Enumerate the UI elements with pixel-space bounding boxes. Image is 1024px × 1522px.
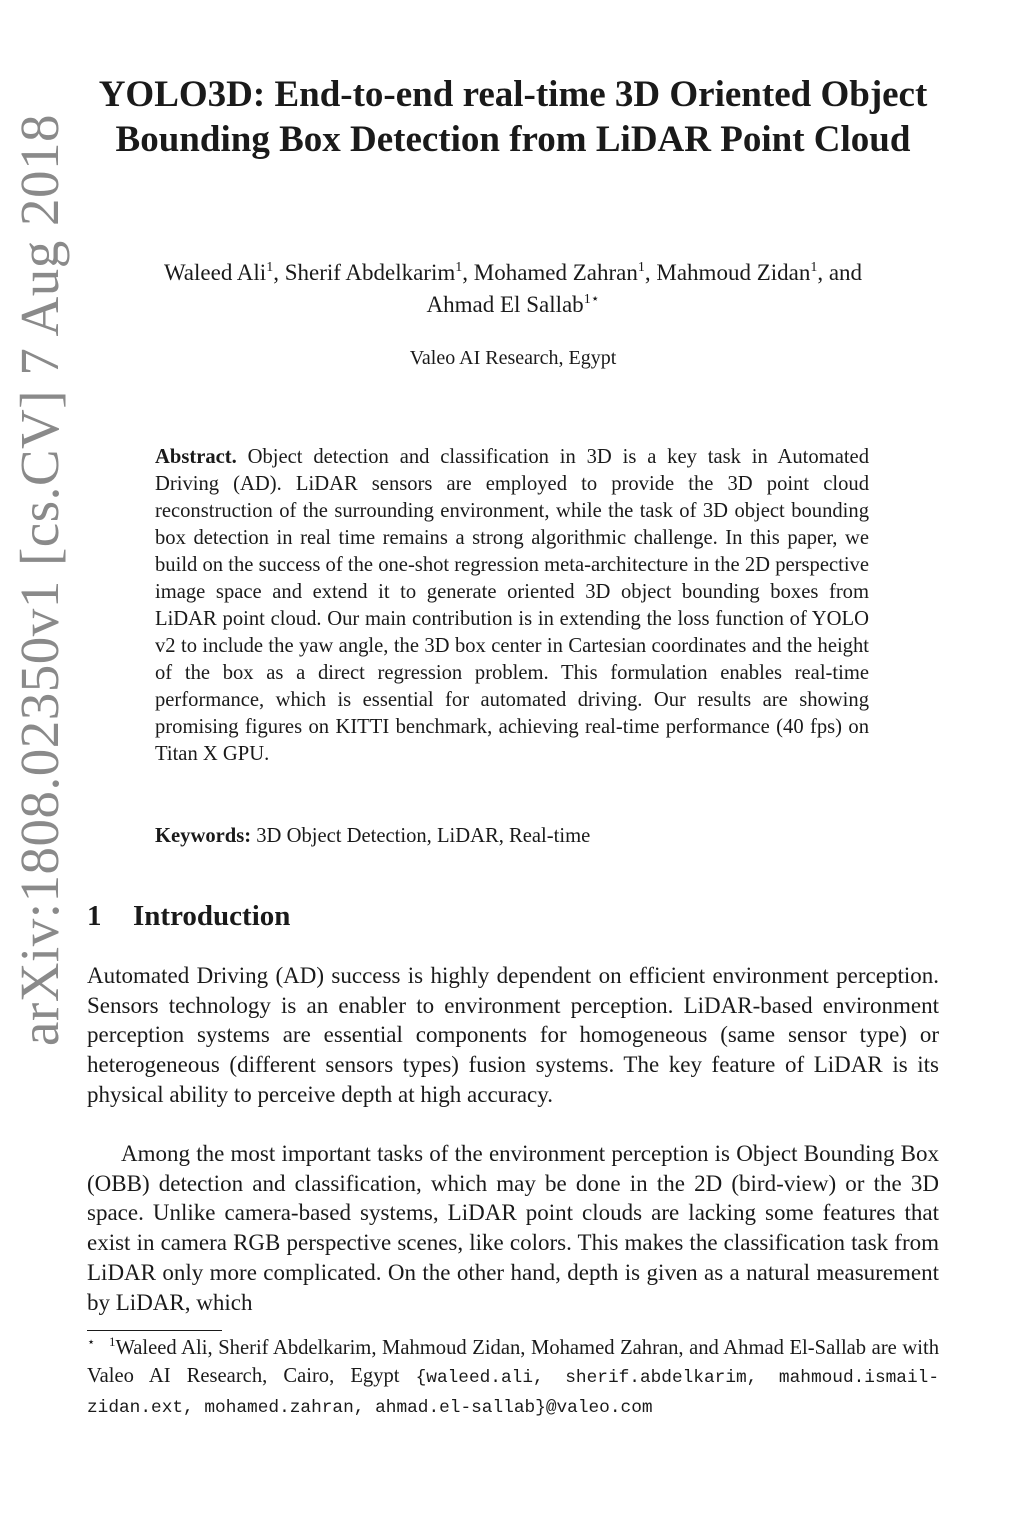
- keywords: [155, 822, 869, 850]
- author: Ahmad El Sallab$^{1⋆}$: [426, 292, 600, 317]
- keywords-text: 3D Object Detection, LiDAR, Real-time: [256, 825, 591, 847]
- abstract-label: Abstract.: [155, 446, 237, 468]
- author: Mahmoud Zidan$^1$, and: [656, 260, 863, 285]
- footnote-emails: {waleed.ali, sherif.abdelkarim, mahmoud.ismail-zidan.ext, mohamed.zahran, ahmad.el-sallab}@valeo.com: [87, 1368, 939, 1418]
- author: Waleed Ali$^1$,: [163, 260, 285, 285]
- body-paragraph: Among the most important tasks of the environment perception is Object Bounding Box (OBB) detection and classification, which may be done in the 2D (bird-view) or the 3D space. Unlike camera-based systems, LiDAR point clouds are lacking some features that exist in camera RGB perspective scenes, like colors. This makes the classification task from LiDAR only more complicated. On the other hand, depth is given as a natural measurement by LiDAR, which: [87, 1141, 939, 1315]
- arxiv-identifier-stamp: arXiv:1808.02350v1 [cs.CV] 7 Aug 2018: [9, 113, 70, 1047]
- body-paragraph: Automated Driving (AD) success is highly dependent on efficient environment perception. Sensors technology is an enabler to environment perception. LiDAR-based environment perception systems are essential components for homogeneous (same sensor type) or heterogeneous (different sensors types) fusion systems. The key feature of LiDAR is its physical ability to perceive depth at high accuracy.: [87, 963, 939, 1107]
- author: Mohamed Zahran$^1$,: [473, 260, 657, 285]
- section-number: 1: [87, 900, 102, 932]
- affiliation: Valeo AI Research, Egypt: [409, 347, 617, 369]
- footnote-divider: [87, 1330, 222, 1331]
- abstract: [155, 444, 869, 768]
- paper-title: YOLO3D: End-to-end real-time 3D Oriented Object Bounding Box Detection from LiDAR Point Cloud: [98, 74, 928, 160]
- section-heading: [87, 896, 290, 936]
- footnote: ⋆ $^1$Waleed Ali, Sherif Abdelkarim, Mahmoud Zidan, Mohamed Zahran, and Ahmad El-Sallab are with Valeo AI Research, Cairo, Egypt {waleed.ali, sherif.abdelkarim, mahmoud.ismail-zidan.ext, mohamed.zahran, ahmad.el-sallab}@valeo.com: [87, 1334, 939, 1418]
- author-list: [90, 257, 936, 321]
- abstract-text: Object detection and classification in 3D is a key task in Automated Driving (AD). LiDAR sensors are employed to provide the 3D point cloud reconstruction of the surrounding environment, while the task of 3D object bounding box detection in real time remains a strong algorithmic challenge. In this paper, we build on the success of the one-shot regression meta-architecture in the 2D perspective image space and extend it to generate oriented 3D object bounding boxes from LiDAR point cloud. Our main contribution is in extending the loss function of YOLO v2 to include the yaw angle, the 3D box center in Cartesian coordinates and the height of the box as a direct regression problem. This formulation enables real-time performance, which is essential for automated driving. Our results are showing promising figures on KITTI benchmark, achieving real-time performance (40 fps) on Titan X GPU.: [155, 446, 869, 765]
- keywords-label: Keywords:: [155, 825, 252, 847]
- footnote-text: Waleed Ali, Sherif Abdelkarim, Mahmoud Zidan, Mohamed Zahran, and Ahmad El-Sallab are with Valeo AI Research, Cairo, Egypt: [87, 1337, 939, 1387]
- section-title: Introduction: [133, 900, 291, 932]
- author: Sherif Abdelkarim$^1$,: [284, 260, 474, 285]
- footnote-superscript: 1: [109, 1334, 116, 1349]
